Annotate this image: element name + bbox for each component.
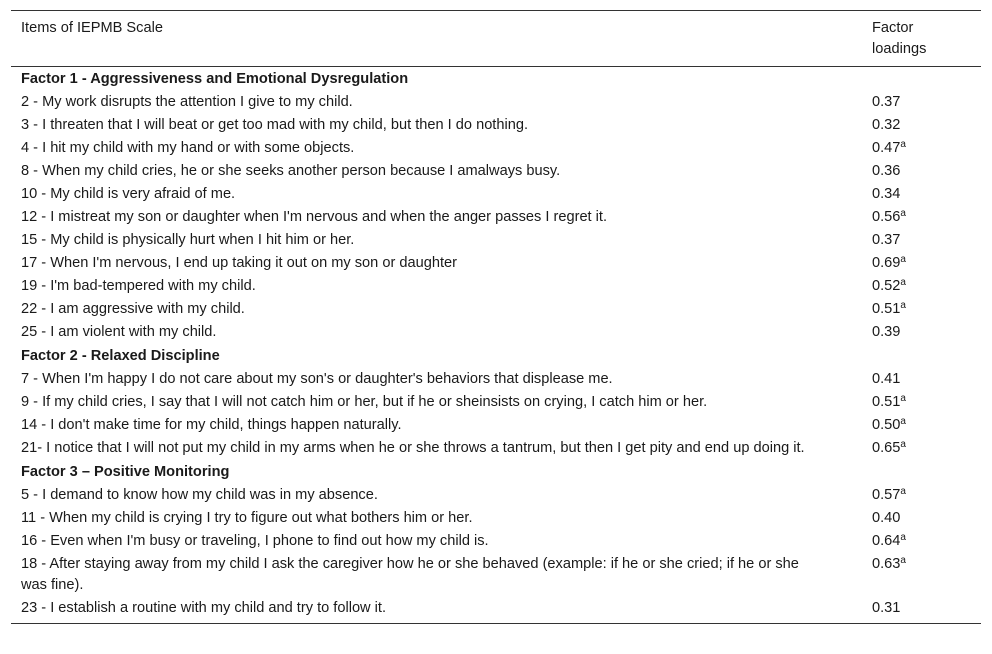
item-text: 4 - I hit my child with my hand or with some objects. [21,140,355,156]
item-text: 17 - When I'm nervous, I end up taking it out on my son or daughter [21,255,457,271]
factor-title: Factor 1 - Aggressiveness and Emotional Dysregulation [21,71,409,87]
header-items: Items of IEPMB Scale [11,11,862,67]
loading-value: 0.36 [872,163,901,179]
item-text: 7 - When I'm happy I do not care about my son's or daughter's behaviors that displease me. [21,371,613,387]
loading-cell [862,484,981,507]
item-text: 18 - After staying away from my child I ask the caregiver how he or she behaved (example: if he or she cried; if he or she was fine). [21,556,799,593]
loading-value: 0.31 [872,600,901,616]
loading-cell [862,507,981,530]
factor-empty-cell [862,460,981,484]
significance-note: a [900,300,906,311]
loading-cell [862,252,981,275]
item-text: 12 - I mistreat my son or daughter when I'm nervous and when the anger passes I regret it. [21,209,608,225]
loading-value: 0.39 [872,324,901,340]
loading-cell [862,414,981,437]
loading-cell [862,114,981,137]
significance-note: a [900,439,906,450]
significance-note: a [900,532,906,543]
factor-heading-row [11,344,981,368]
item-text: 14 - I don't make time for my child, things happen naturally. [21,417,402,433]
table-row [11,137,981,160]
item-text: 16 - Even when I'm busy or traveling, I phone to find out how my child is. [21,533,489,549]
loading-value: 0.52 [872,278,901,294]
header-loadings: Factor loadings [862,11,981,67]
factor-title: Factor 2 - Relaxed Discipline [21,348,220,364]
loading-cell [862,91,981,114]
table-row [11,321,981,344]
loading-cell [862,437,981,460]
table-row [11,368,981,391]
item-text: 21- I notice that I will not put my child in my arms when he or she throws a tantrum, but then I get pity and end up doing it. [21,440,805,456]
header-row [11,11,981,67]
factor-heading-row [11,67,981,92]
loading-cell [862,206,981,229]
significance-note: a [900,139,906,150]
loading-cell [862,530,981,553]
table-header [11,11,981,67]
table-row [11,275,981,298]
loading-value: 0.69 [872,255,901,271]
table-row [11,114,981,137]
table-row [11,414,981,437]
loading-value: 0.64 [872,533,901,549]
item-text: 15 - My child is physically hurt when I hit him or her. [21,232,355,248]
table-row [11,597,981,624]
loading-cell [862,553,981,597]
table-row [11,484,981,507]
item-text: 19 - I'm bad-tempered with my child. [21,278,256,294]
item-text: 5 - I demand to know how my child was in my absence. [21,487,378,503]
table-row [11,91,981,114]
significance-note: a [900,277,906,288]
loading-value: 0.56 [872,209,901,225]
factor-heading-row [11,460,981,484]
loading-cell [862,298,981,321]
loading-value: 0.51 [872,394,901,410]
loading-cell [862,137,981,160]
loading-value: 0.32 [872,117,901,133]
loading-cell [862,321,981,344]
loading-value: 0.40 [872,510,901,526]
factor-empty-cell [862,67,981,92]
item-text: 11 - When my child is crying I try to figure out what bothers him or her. [21,510,473,526]
table-row [11,437,981,460]
loading-value: 0.63 [872,556,901,572]
significance-note: a [900,208,906,219]
factor-loadings-table [11,10,981,624]
table-body [11,67,981,624]
loading-cell [862,160,981,183]
significance-note: a [900,254,906,265]
factor-title: Factor 3 – Positive Monitoring [21,464,230,480]
significance-note: a [900,393,906,404]
loading-value: 0.50 [872,417,901,433]
item-text: 25 - I am violent with my child. [21,324,217,340]
loading-value: 0.65 [872,440,901,456]
table-row [11,553,981,597]
table-row [11,530,981,553]
loading-value: 0.41 [872,371,901,387]
loading-value: 0.47 [872,140,901,156]
table-row [11,229,981,252]
item-text: 9 - If my child cries, I say that I will not catch him or her, but if he or sheinsists on crying, I catch him or her. [21,394,708,410]
table-row [11,206,981,229]
loading-cell [862,229,981,252]
factor-loadings-table-container [11,10,981,624]
significance-note: a [900,555,906,566]
table-row [11,183,981,206]
loading-value: 0.57 [872,487,901,503]
table-row [11,298,981,321]
loading-value: 0.37 [872,232,901,248]
item-text: 10 - My child is very afraid of me. [21,186,236,202]
table-row [11,160,981,183]
table-row [11,252,981,275]
table-row [11,507,981,530]
item-text: 2 - My work disrupts the attention I give to my child. [21,94,353,110]
loading-cell [862,391,981,414]
significance-note: a [900,416,906,427]
table-row [11,391,981,414]
loading-value: 0.51 [872,301,901,317]
item-text: 8 - When my child cries, he or she seeks another person because I amalways busy. [21,163,561,179]
item-text: 23 - I establish a routine with my child and try to follow it. [11,597,862,624]
loading-value: 0.34 [872,186,901,202]
significance-note: a [900,486,906,497]
item-text: 3 - I threaten that I will beat or get too mad with my child, but then I do nothing. [21,117,529,133]
loading-value: 0.37 [872,94,901,110]
factor-empty-cell [862,344,981,368]
loading-cell [862,183,981,206]
loading-cell [862,275,981,298]
loading-cell [862,597,981,624]
loading-cell [862,368,981,391]
item-text: 22 - I am aggressive with my child. [21,301,245,317]
